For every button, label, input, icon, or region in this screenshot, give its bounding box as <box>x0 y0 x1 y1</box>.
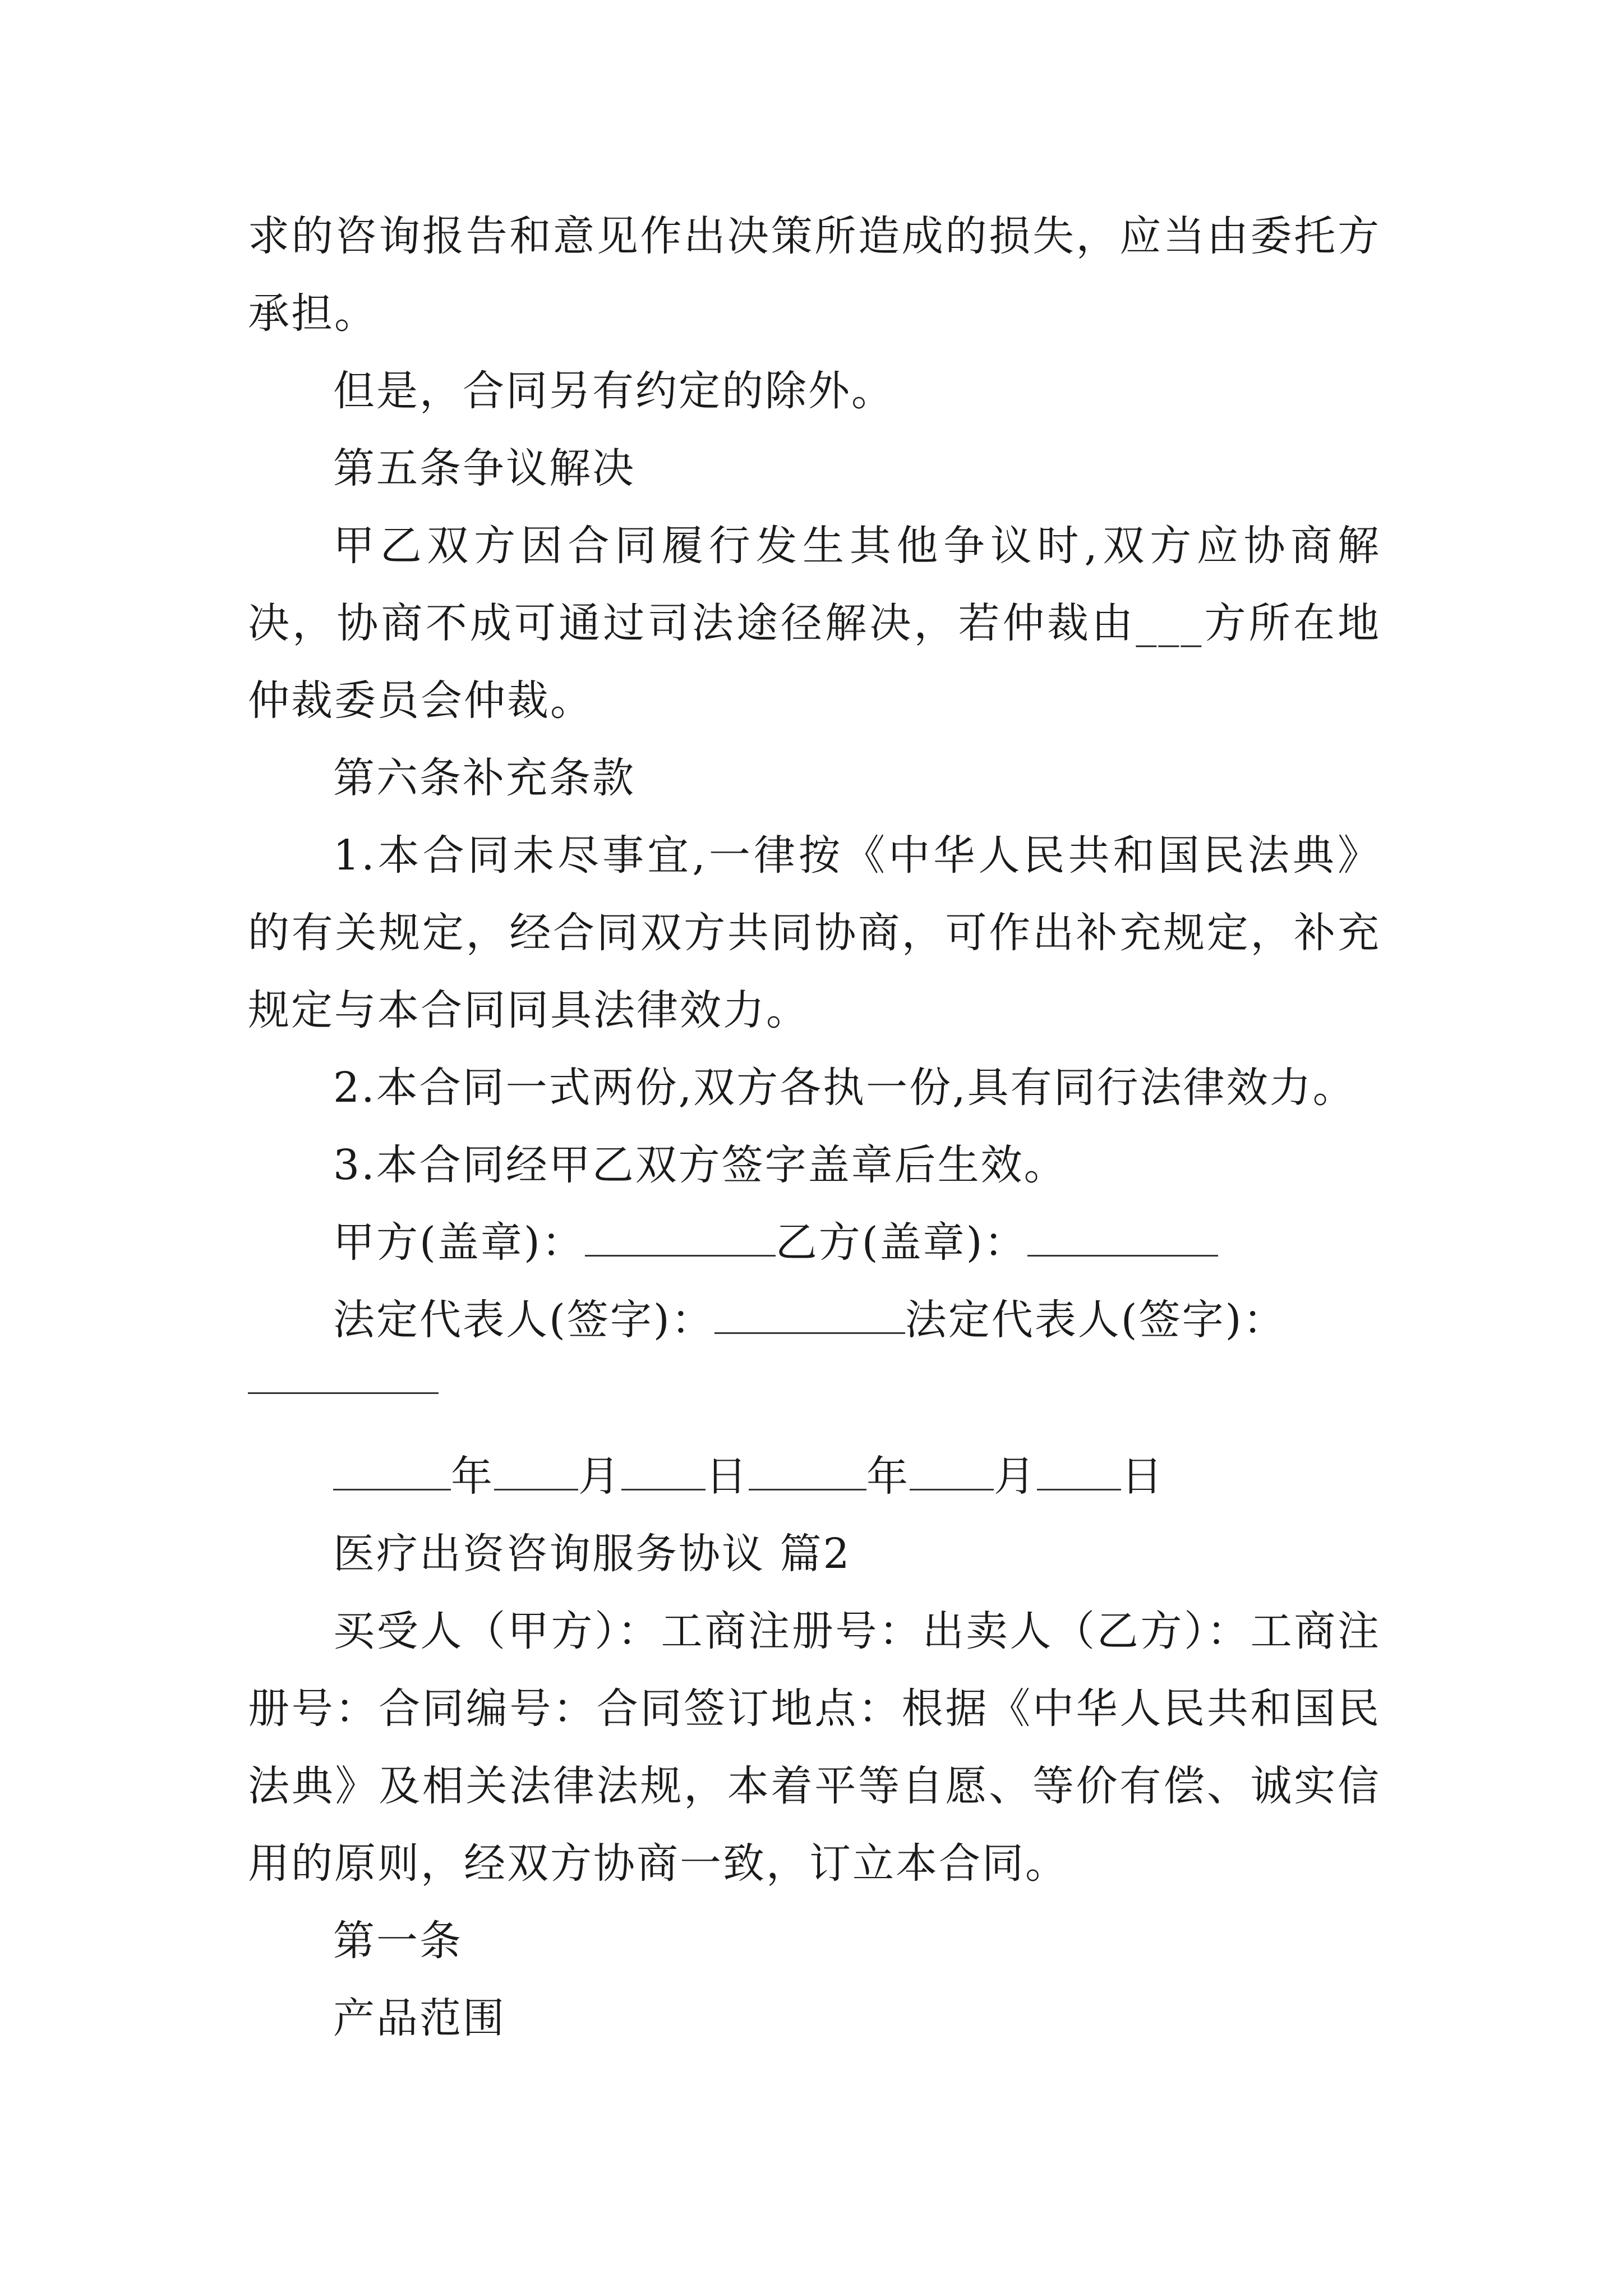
day-b-label: 日 <box>1121 1452 1164 1501</box>
paragraph-loss-liability: 求的咨询报告和意见作出决策所造成的损失，应当由委托方承担。 <box>248 212 1381 338</box>
document-body <box>248 197 1381 2057</box>
year-b-blank <box>749 1454 866 1490</box>
clause-6-3: 3.本合同经甲乙双方签字盖章后生效。 <box>333 1141 1067 1189</box>
product-scope-heading: 产品范围 <box>333 1994 506 2042</box>
day-a-blank <box>621 1454 706 1490</box>
party-a-seal-blank <box>585 1220 776 1257</box>
paragraph-dispute-resolution: 甲乙双方因合同履行发生其他争议时,双方应协商解决，协商不成可通过司法途径解决，若仲裁由___方所在地仲裁委员会仲裁。 <box>248 522 1381 725</box>
rep-b-sign-blank <box>248 1359 439 1394</box>
day-b-blank <box>1037 1454 1121 1490</box>
rep-b-sign-label: 法定代表人(签字)： <box>905 1296 1287 1344</box>
party-b-seal-blank <box>1027 1220 1218 1257</box>
party-a-seal-label: 甲方(盖章)： <box>333 1218 585 1267</box>
rep-a-sign-label: 法定代表人(签字)： <box>333 1296 714 1344</box>
month-a-label: 月 <box>578 1452 621 1501</box>
month-b-blank <box>910 1454 994 1490</box>
clause-6-2: 2.本合同一式两份,双方各执一份,具有同行法律效力。 <box>333 1064 1356 1112</box>
clause-6-1: 1.本合同未尽事宜,一律按《中华人民共和国民法典》的有关规定，经合同双方共同协商，可作出补充规定，补充规定与本合同同具法律效力。 <box>248 831 1381 1034</box>
section-title-part-2: 医疗出资咨询服务协议 篇2 <box>333 1530 851 1578</box>
article-5-heading: 第五条争议解决 <box>333 444 635 493</box>
year-b-label: 年 <box>866 1452 910 1501</box>
article-6-heading: 第六条补充条款 <box>333 754 635 802</box>
year-a-blank <box>333 1454 451 1490</box>
party-b-seal-label: 乙方(盖章)： <box>775 1218 1027 1267</box>
paragraph-exception: 但是，合同另有约定的除外。 <box>333 367 895 415</box>
representative-line <box>248 1281 1381 1359</box>
paragraph-parties-preamble: 买受人（甲方）：工商注册号：出卖人（乙方）：工商注册号：合同编号：合同签订地点：根据《中华人民共和国民法典》及相关法律法规，本着平等自愿、等价有偿、诚实信用的原则，经双方协商一致，订立本合同。 <box>248 1607 1381 1888</box>
article-1-heading: 第一条 <box>333 1917 463 1965</box>
seal-line <box>248 1204 1381 1281</box>
rep-a-sign-blank <box>714 1297 905 1334</box>
day-a-label: 日 <box>706 1452 749 1501</box>
month-b-label: 月 <box>994 1452 1037 1501</box>
year-a-label: 年 <box>451 1452 494 1501</box>
date-line <box>248 1438 1381 1515</box>
month-a-blank <box>494 1454 578 1490</box>
